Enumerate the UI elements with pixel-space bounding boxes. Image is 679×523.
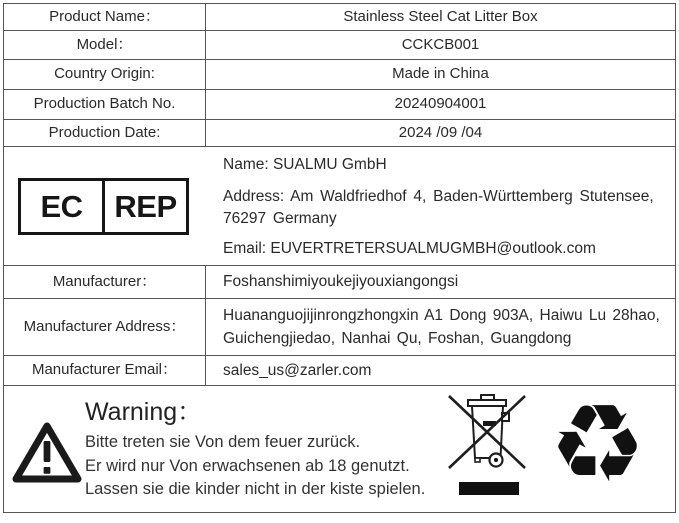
row-value	[206, 299, 675, 355]
warning-line: Er wird nur Von erwachsenen ab 18 genutzt.	[85, 456, 410, 475]
table-row-country-origin	[4, 60, 675, 90]
manufacturer-address-lines	[223, 304, 660, 350]
ec-badge-right: REP	[114, 188, 177, 224]
ec-badge-left: EC	[21, 181, 105, 232]
crossed-out-wheelie-bin-icon	[445, 392, 529, 498]
table-row-manufacturer-address	[4, 299, 675, 356]
ec-rep-address-line1: Address: Am Waldfriedhof 4, Baden-Württemberg Stutensee,	[223, 188, 654, 205]
manufacturer-address-line1: Huananguojijinrongzhongxin A1 Dong 903A, Haiwu Lu 28hao,	[223, 307, 660, 324]
table-row-product-name	[4, 4, 675, 31]
table-row-batch-no	[4, 90, 675, 120]
row-label: Manufacturer Email：	[4, 356, 206, 385]
row-value: 2024 /09 /04	[398, 123, 483, 141]
ec-rep-badge	[18, 178, 189, 235]
row-label: Production Batch No.	[4, 90, 206, 119]
warning-section	[4, 382, 675, 512]
table-row-model	[4, 31, 675, 60]
row-value: Foshanshimiyoukejiyouxiangongsi	[223, 273, 459, 291]
row-label: Production Date:	[4, 120, 206, 146]
row-value: CCKCB001	[401, 35, 480, 53]
row-label: Country Origin:	[4, 60, 206, 89]
row-label: Product Name：	[4, 4, 206, 30]
row-label: Model：	[4, 31, 206, 59]
ec-rep-details	[223, 147, 670, 258]
ec-rep-name: Name: SUALMU GmbH	[223, 156, 387, 173]
table-row-manufacturer	[4, 266, 675, 299]
warning-triangle-icon	[11, 421, 83, 485]
ec-rep-address	[223, 186, 670, 230]
warning-text	[85, 431, 425, 502]
row-value: 20240904001	[394, 95, 487, 113]
warning-line: Lassen sie die kinder nicht in der kiste spielen.	[85, 480, 426, 498]
manufacturer-address-line2: Guichengjiedao, Nanhai Qu, Foshan, Guangdong	[223, 330, 572, 347]
recycling-icon: ♻	[549, 382, 646, 507]
row-value: Made in China	[392, 65, 489, 83]
ec-rep-email: Email: EUVERTRETERSUALMUGMBH@outlook.com	[223, 240, 596, 257]
row-label: Manufacturer：	[4, 266, 206, 298]
table-row-production-date	[4, 120, 675, 147]
row-value: Stainless Steel Cat Litter Box	[343, 7, 538, 25]
product-label-table	[3, 3, 676, 513]
row-label: Manufacturer Address：	[4, 299, 206, 355]
ec-rep-section	[4, 147, 675, 266]
warning-title: Warning：	[85, 398, 203, 426]
row-value: sales_us@zarler.com	[223, 361, 372, 379]
ec-rep-address-line2: 76297 Germany	[223, 210, 337, 227]
warning-line: Bitte treten sie Von dem feuer zurück.	[85, 433, 361, 451]
